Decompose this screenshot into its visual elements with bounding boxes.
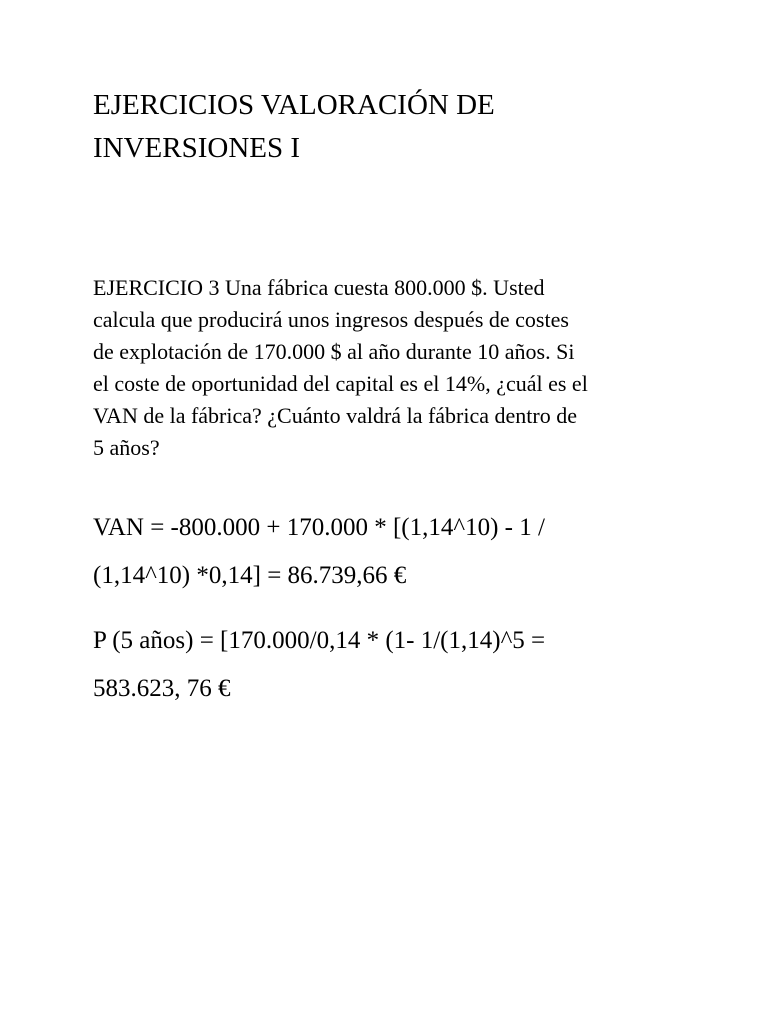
document-title: EJERCICIOS VALORACIÓN DE INVERSIONES I	[93, 89, 495, 164]
exercise-statement: EJERCICIO 3 Una fábrica cuesta 800.000 $. Usted calcula que producirá unos ingresos después de costes de explotación de 170.000 $ al año durante 10 años. Si el coste de oportunidad del capital es el 14%, ¿cuál es el VAN de la fábrica? ¿Cuánto valdrá la fábrica dentro de 5 años?	[93, 275, 588, 460]
p5-formula: P (5 años) = [170.000/0,14 * (1- 1/(1,14)^5 = 583.623, 76 €	[93, 627, 546, 702]
van-formula: VAN = -800.000 + 170.000 * [(1,14^10) - 1 / (1,14^10) *0,14] = 86.739,66 €	[93, 514, 545, 589]
